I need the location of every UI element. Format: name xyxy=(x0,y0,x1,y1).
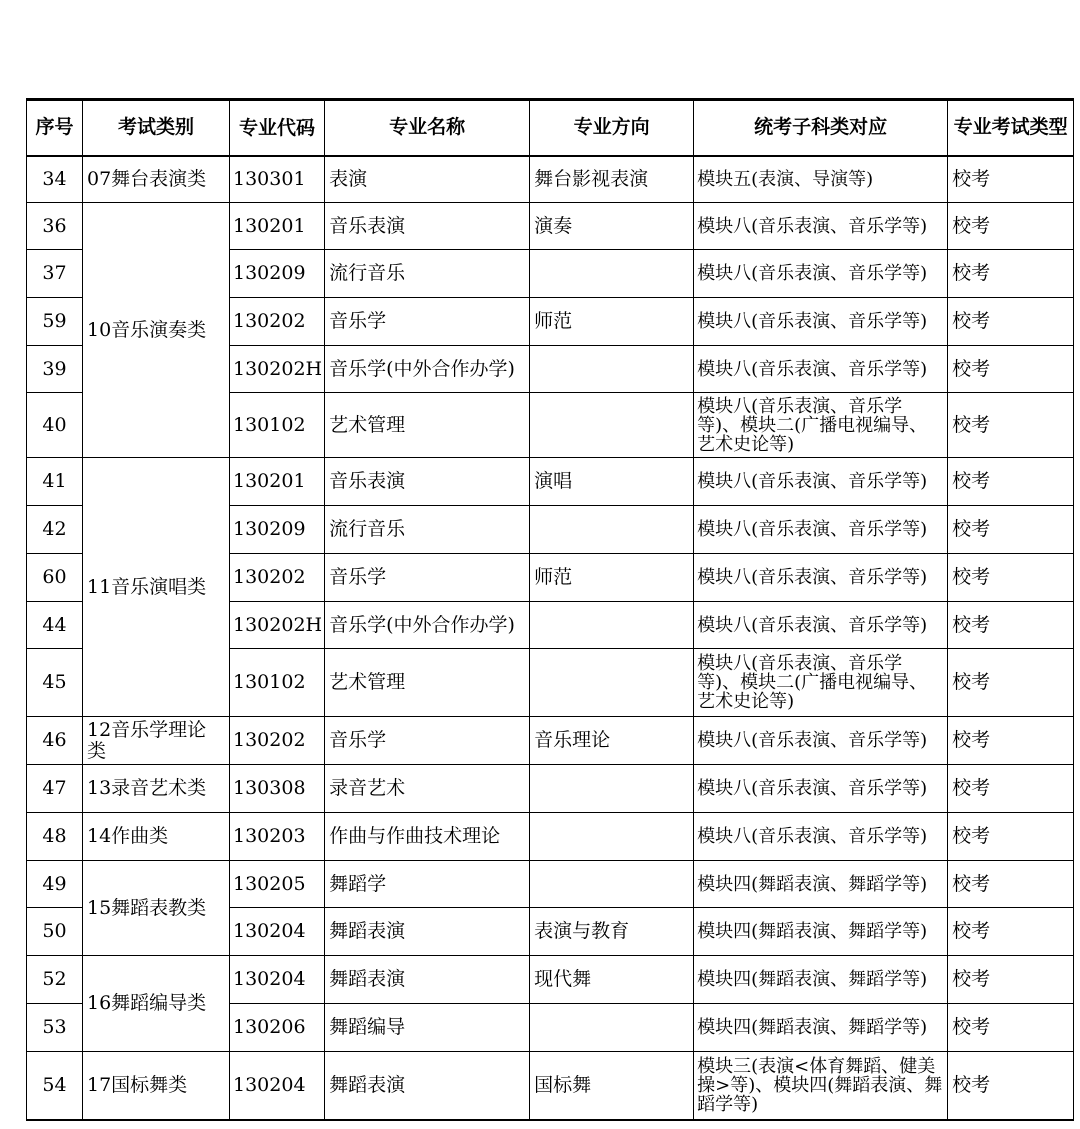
cell-module: 模块四(舞蹈表演、舞蹈学等) xyxy=(694,908,948,956)
cell-exam-type: 校考 xyxy=(948,298,1074,346)
cell-exam-type: 校考 xyxy=(948,393,1074,458)
table-row xyxy=(27,203,1074,250)
cell-exam-type: 校考 xyxy=(948,250,1074,298)
cell-name: 音乐学 xyxy=(325,717,530,765)
cell-exam-type: 校考 xyxy=(948,554,1074,602)
cell-direction xyxy=(530,813,694,861)
cell-code: 130202 xyxy=(230,554,325,602)
cell-direction xyxy=(530,506,694,554)
cell-no: 52 xyxy=(27,956,83,1004)
cell-direction: 演奏 xyxy=(530,203,694,250)
cell-exam-type: 校考 xyxy=(948,956,1074,1004)
cell-no: 54 xyxy=(27,1052,83,1120)
cell-name: 音乐学(中外合作办学) xyxy=(325,346,530,393)
header-name: 专业名称 xyxy=(325,100,530,156)
cell-no: 49 xyxy=(27,861,83,908)
cell-exam-type: 校考 xyxy=(948,717,1074,765)
header-row xyxy=(27,100,1074,156)
cell-code: 130203 xyxy=(230,813,325,861)
cell-direction: 师范 xyxy=(530,554,694,602)
cell-exam-type: 校考 xyxy=(948,602,1074,649)
cell-category: 11音乐演唱类 xyxy=(83,458,230,717)
cell-code: 130204 xyxy=(230,1052,325,1120)
cell-code: 130102 xyxy=(230,649,325,717)
cell-module: 模块四(舞蹈表演、舞蹈学等) xyxy=(694,861,948,908)
cell-code: 130202H xyxy=(230,602,325,649)
cell-category: 17国标舞类 xyxy=(83,1052,230,1120)
cell-no: 48 xyxy=(27,813,83,861)
cell-module: 模块八(音乐表演、音乐学等)、模块二(广播电视编导、艺术史论等) xyxy=(694,649,948,717)
cell-direction xyxy=(530,250,694,298)
cell-exam-type: 校考 xyxy=(948,861,1074,908)
cell-direction: 国标舞 xyxy=(530,1052,694,1120)
cell-module: 模块八(音乐表演、音乐学等)、模块二(广播电视编导、艺术史论等) xyxy=(694,393,948,458)
cell-code: 130209 xyxy=(230,250,325,298)
cell-name: 作曲与作曲技术理论 xyxy=(325,813,530,861)
header-code: 专业代码 xyxy=(230,100,325,156)
cell-exam-type: 校考 xyxy=(948,908,1074,956)
cell-category: 12音乐学理论类 xyxy=(83,717,230,765)
cell-module: 模块八(音乐表演、音乐学等) xyxy=(694,765,948,813)
cell-direction xyxy=(530,649,694,717)
cell-module: 模块八(音乐表演、音乐学等) xyxy=(694,346,948,393)
cell-module: 模块八(音乐表演、音乐学等) xyxy=(694,250,948,298)
cell-code: 130209 xyxy=(230,506,325,554)
cell-module: 模块八(音乐表演、音乐学等) xyxy=(694,602,948,649)
cell-direction xyxy=(530,1004,694,1052)
header-category: 考试类别 xyxy=(83,100,230,156)
cell-module: 模块八(音乐表演、音乐学等) xyxy=(694,813,948,861)
cell-module: 模块五(表演、导演等) xyxy=(694,156,948,203)
cell-direction: 音乐理论 xyxy=(530,717,694,765)
cell-direction: 表演与教育 xyxy=(530,908,694,956)
cell-name: 录音艺术 xyxy=(325,765,530,813)
table-row xyxy=(27,1052,1074,1120)
cell-exam-type: 校考 xyxy=(948,156,1074,203)
cell-exam-type: 校考 xyxy=(948,1004,1074,1052)
cell-no: 44 xyxy=(27,602,83,649)
table-row xyxy=(27,717,1074,765)
cell-direction xyxy=(530,346,694,393)
table-row xyxy=(27,861,1074,908)
cell-exam-type: 校考 xyxy=(948,458,1074,506)
cell-category: 15舞蹈表教类 xyxy=(83,861,230,956)
cell-code: 130205 xyxy=(230,861,325,908)
cell-name: 流行音乐 xyxy=(325,506,530,554)
cell-direction xyxy=(530,602,694,649)
cell-name: 艺术管理 xyxy=(325,649,530,717)
cell-module: 模块四(舞蹈表演、舞蹈学等) xyxy=(694,1004,948,1052)
cell-name: 音乐学 xyxy=(325,298,530,346)
cell-module: 模块八(音乐表演、音乐学等) xyxy=(694,298,948,346)
cell-category: 10音乐演奏类 xyxy=(83,203,230,458)
cell-direction: 演唱 xyxy=(530,458,694,506)
cell-code: 130204 xyxy=(230,956,325,1004)
cell-no: 50 xyxy=(27,908,83,956)
table-row xyxy=(27,765,1074,813)
header-exam-type: 专业考试类型 xyxy=(948,100,1074,156)
cell-direction xyxy=(530,861,694,908)
header-direction: 专业方向 xyxy=(530,100,694,156)
cell-no: 39 xyxy=(27,346,83,393)
cell-exam-type: 校考 xyxy=(948,649,1074,717)
cell-code: 130206 xyxy=(230,1004,325,1052)
cell-name: 舞蹈学 xyxy=(325,861,530,908)
cell-no: 34 xyxy=(27,156,83,203)
cell-name: 音乐表演 xyxy=(325,458,530,506)
cell-module: 模块八(音乐表演、音乐学等) xyxy=(694,458,948,506)
cell-exam-type: 校考 xyxy=(948,203,1074,250)
cell-code: 130102 xyxy=(230,393,325,458)
cell-category: 07舞台表演类 xyxy=(83,156,230,203)
cell-code: 130201 xyxy=(230,458,325,506)
cell-module: 模块八(音乐表演、音乐学等) xyxy=(694,203,948,250)
cell-no: 37 xyxy=(27,250,83,298)
cell-exam-type: 校考 xyxy=(948,1052,1074,1120)
cell-module: 模块八(音乐表演、音乐学等) xyxy=(694,506,948,554)
cell-name: 艺术管理 xyxy=(325,393,530,458)
cell-code: 130308 xyxy=(230,765,325,813)
table-row xyxy=(27,156,1074,203)
cell-exam-type: 校考 xyxy=(948,506,1074,554)
cell-name: 舞蹈表演 xyxy=(325,908,530,956)
cell-direction: 师范 xyxy=(530,298,694,346)
cell-name: 音乐表演 xyxy=(325,203,530,250)
cell-no: 59 xyxy=(27,298,83,346)
cell-name: 音乐学 xyxy=(325,554,530,602)
header-no: 序号 xyxy=(27,100,83,156)
cell-module: 模块四(舞蹈表演、舞蹈学等) xyxy=(694,956,948,1004)
cell-direction: 现代舞 xyxy=(530,956,694,1004)
cell-code: 130201 xyxy=(230,203,325,250)
cell-code: 130202H xyxy=(230,346,325,393)
header-module: 统考子科类对应 xyxy=(694,100,948,156)
cell-category: 13录音艺术类 xyxy=(83,765,230,813)
cell-category: 14作曲类 xyxy=(83,813,230,861)
cell-name: 音乐学(中外合作办学) xyxy=(325,602,530,649)
cell-no: 53 xyxy=(27,1004,83,1052)
cell-exam-type: 校考 xyxy=(948,813,1074,861)
cell-code: 130301 xyxy=(230,156,325,203)
cell-code: 130204 xyxy=(230,908,325,956)
cell-exam-type: 校考 xyxy=(948,765,1074,813)
cell-no: 42 xyxy=(27,506,83,554)
cell-direction xyxy=(530,765,694,813)
cell-code: 130202 xyxy=(230,717,325,765)
cell-no: 60 xyxy=(27,554,83,602)
cell-name: 流行音乐 xyxy=(325,250,530,298)
cell-no: 40 xyxy=(27,393,83,458)
table-row xyxy=(27,813,1074,861)
cell-direction: 舞台影视表演 xyxy=(530,156,694,203)
table-row xyxy=(27,458,1074,506)
cell-no: 36 xyxy=(27,203,83,250)
cell-exam-type: 校考 xyxy=(948,346,1074,393)
cell-module: 模块三(表演<体育舞蹈、健美操>等)、模块四(舞蹈表演、舞蹈学等) xyxy=(694,1052,948,1120)
cell-name: 舞蹈表演 xyxy=(325,956,530,1004)
cell-no: 47 xyxy=(27,765,83,813)
cell-no: 45 xyxy=(27,649,83,717)
cell-module: 模块八(音乐表演、音乐学等) xyxy=(694,554,948,602)
cell-name: 表演 xyxy=(325,156,530,203)
cell-name: 舞蹈表演 xyxy=(325,1052,530,1120)
cell-direction xyxy=(530,393,694,458)
table-row xyxy=(27,956,1074,1004)
cell-category: 16舞蹈编导类 xyxy=(83,956,230,1052)
admission-table xyxy=(26,98,1074,1121)
cell-no: 46 xyxy=(27,717,83,765)
cell-no: 41 xyxy=(27,458,83,506)
cell-code: 130202 xyxy=(230,298,325,346)
cell-module: 模块八(音乐表演、音乐学等) xyxy=(694,717,948,765)
cell-name: 舞蹈编导 xyxy=(325,1004,530,1052)
